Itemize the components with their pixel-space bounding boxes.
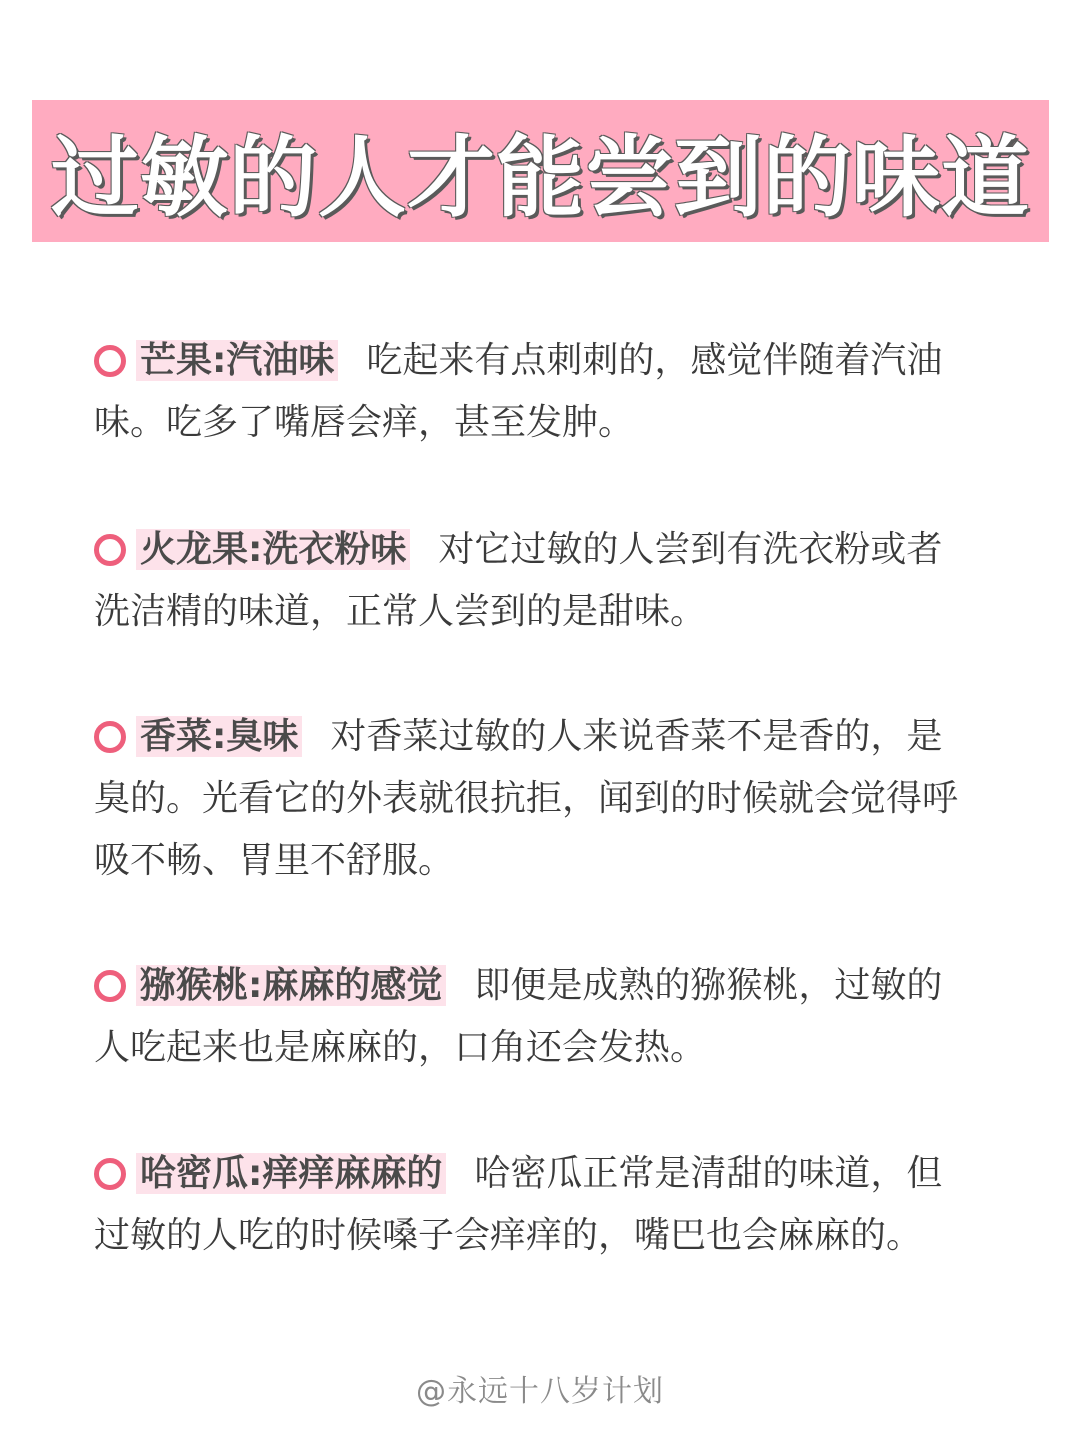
circle-bullet-icon [94,345,126,377]
item-term: 香菜:臭味 [136,716,302,757]
list-item-mango [94,330,974,454]
page-title: 过敏的人才能尝到的味道 [50,126,1030,229]
item-description: 吃起来有点刺刺的，感觉伴随着汽油味。吃多了嘴唇会痒，甚至发肿。 [94,340,943,443]
circle-bullet-icon [94,970,126,1002]
footer-credit: @永远十八岁计划 [416,1374,664,1409]
item-description: 对它过敏的人尝到有洗衣粉或者洗洁精的味道，正常人尝到的是甜味。 [94,529,943,632]
list-item-kiwi [94,955,974,1079]
circle-bullet-icon [94,721,126,753]
item-description: 哈密瓜正常是清甜的味道，但过敏的人吃的时候嗓子会痒痒的，嘴巴也会麻麻的。 [94,1153,943,1256]
circle-bullet-icon [94,1158,126,1190]
item-description: 对香菜过敏的人来说香菜不是香的，是臭的。光看它的外表就很抗拒，闻到的时候就会觉得呼吸不畅、胃里不舒服。 [94,716,959,881]
item-description: 即便是成熟的猕猴桃，过敏的人吃起来也是麻麻的，口角还会发热。 [94,965,943,1068]
item-term: 哈密瓜:痒痒麻麻的 [136,1153,446,1194]
list-item-dragon-fruit [94,519,974,643]
list-item-coriander [94,706,974,892]
item-term: 猕猴桃:麻麻的感觉 [136,965,446,1006]
item-term: 芒果:汽油味 [136,340,338,381]
list-item-hami-melon [94,1143,974,1267]
title-banner [32,100,1049,242]
item-term: 火龙果:洗衣粉味 [136,529,410,570]
circle-bullet-icon [94,534,126,566]
